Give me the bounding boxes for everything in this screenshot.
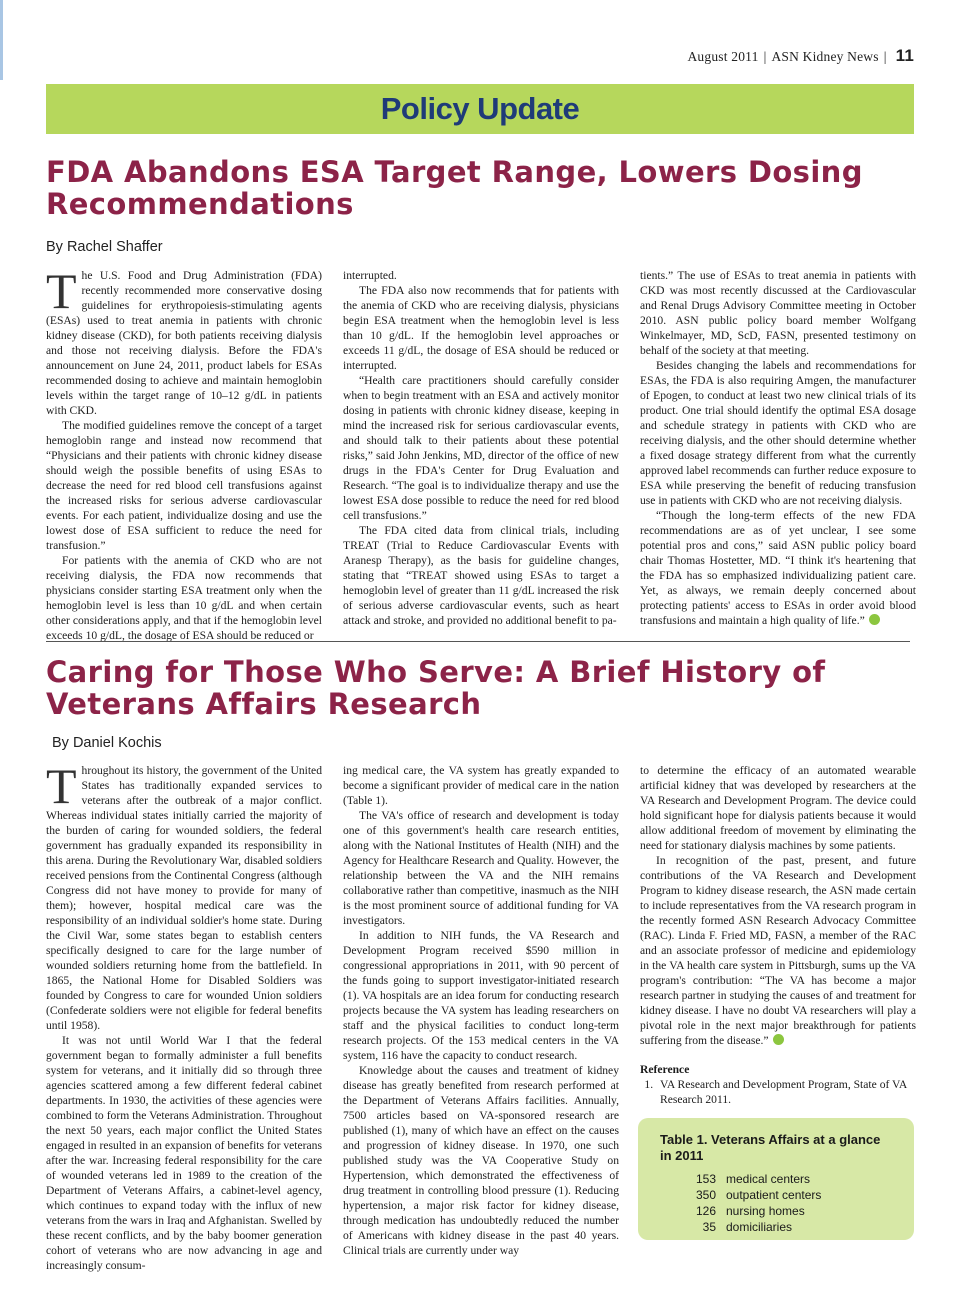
issue-date: August 2011 [687, 49, 759, 64]
article-2-column-2 [343, 763, 619, 1258]
reference-heading: Reference [640, 1063, 690, 1076]
article-2-column-3 [640, 763, 916, 1107]
page-number: 11 [895, 46, 914, 65]
table-row [660, 1219, 892, 1235]
paragraph: he U.S. Food and Drug Administration (FDA) recently recommended more conservative dosing guidelines for erythropoiesis-stimulating agents (ESAs) used to treat anemia in patients with chronic kidney disease (CKD), for both patients receiving dialysis and those not receiving dialysis. Before the FDA's announcement on June 24, 2011, product labels for ESAs recommended dosing to achieve and maintain hemoglobin levels within the target range of 10–12 g/dL in patients with CKD. [46, 269, 322, 417]
page-edge-bar [0, 0, 3, 80]
table-value: 153 [695, 1172, 716, 1186]
paragraph: hroughout its history, the government of the United States has traditionally expanded services to veterans after the outbreak of a major conflict. Whereas individual states initially carried the majority of the burden of caring for wounded soldiers, the federal government has gradually expanded its responsibility in this arena. During the Revolutionary War, disabled soldiers received pensions from the Continental Congress (although Congress did not have money to provide for many of them); however, hospital medical care was the responsibility of an individual soldier's home state. During the Civil War, some states began to establish centers specifically designed to care for the large number of wounded soldiers returning home from the battlefield. In 1865, the National Home for Disabled Soldiers was founded by Congress to care for wounded Union soldiers (Confederate soldiers were not eligible for federal benefits until 1958). [46, 764, 322, 1032]
header-separator: | [883, 49, 887, 64]
paragraph: It was not until World War I that the federal government began to formally administer a full benefits system for veterans, and it initially did so through three agencies scattered among a few different federal cabinet departments. In 1930, the activities of these agencies were combined to form the Veterans Administration. Throughout the next 50 years, each major conflict the United States engaged in resulted in an expansion of benefits for veterans after the war. Increasing federal responsibility for the care of wounded veterans led in 1989 to the creation of the Department of Veterans Affairs, a cabinet-level agency, which continues to expand today with the influx of new veterans from the wars in Iraq and Afghanistan. Swelled by these recent conflicts, and by the baby boomer generation cohort of veterans who are now advancing in age and increasingly consum- [46, 1034, 322, 1272]
paragraph: interrupted. [343, 269, 397, 282]
end-of-article-dot-icon [869, 614, 880, 625]
paragraph: The FDA also now recommends that for patients with the anemia of CKD who are receiving dialysis, physicians begin ESA treatment when the hemoglobin level is less than 10 g/dL. If the hemoglobin level approaches or exceeds 11 g/dL, the dosage of ESA should be reduced or interrupted. [343, 284, 619, 372]
table-row [660, 1203, 892, 1219]
table-value: 35 [702, 1220, 716, 1234]
table-title: Table 1. Veterans Affairs at a glance in 2011 [660, 1132, 881, 1163]
paragraph: tients.” The use of ESAs to treat anemia in patients with CKD was most recently discussed at the Cardiovascular and Renal Drugs Advisory Committee meeting in October 2010. ASN public policy board member Wolfgang Winkelmayer, MD, ScD, FASN, presented testimony on behalf of the society at that meeting. [640, 269, 916, 357]
paragraph: Knowledge about the causes and treatment of kidney disease has greatly benefited from research performed at the Department of Veterans Affairs facilities. Annually, 7500 articles based on VA-sponsored research are published (1), many of which have an effect on the causes and progression of kidney disease. In 1970, one such published study was the VA Cooperative Study on Hypertension, which demonstrated the effectiveness of drug treatment in controlling blood pressure (1). Reducing hypertension, a major risk factor for kidney disease, through medication has undoubtedly reduced the number of Americans with kidney disease in the past 40 years. Clinical trials are currently under way [343, 1064, 619, 1257]
section-title: Policy Update [380, 91, 580, 126]
paragraph: For patients with the anemia of CKD who are not receiving dialysis, the FDA now recommends that physicians consider starting ESA treatment only when the hemoglobin level is less than 10 g/dL and when certain other considerations apply, and that if the hemoglobin level exceeds 10 g/dL, the dosage of ESA should be reduced or [46, 554, 322, 642]
paragraph: The FDA cited data from clinical trials, including TREAT (Trial to Reduce Cardiovascular Events with Aranesp Therapy), as the basis for guideline changes, stating that “TREAT showed using ESAs to target a hemoglobin level of greater than 11 g/dL increased the risk of serious adverse cardiovascular events, such as heart attack and stroke, and provided no additional benefit to pa- [343, 524, 619, 627]
drop-cap: T [46, 758, 77, 814]
paragraph: The VA's office of research and development is today one of this government's health care research entities, along with the National Institutes of Health (NIH) and the Agency for Healthcare Research and Quality. However, the relationship between the VA and the NIH remains collaborative rather than competitive, inasmuch as the NIH is the most prominent source of additional funding for VA investigators. [343, 809, 619, 927]
paragraph: In recognition of the past, present, and future contributions of the VA Research and Development Program to kidney disease research, the ASN made certain to include representatives from the VA research program in the recently formed ASN Research Advocacy Committee (RAC). Linda F. Fried MD, FASN, a member of the RAC and an associate professor of medicine and epidemiology in the VA health care system in Pittsburgh, sums up the VA program's contribution: “The VA has become a major research partner in studying the causes of and treatment for kidney disease. I have no doubt VA researchers will play a pivotal role in the next major breakthrough for patients suffering from the disease.” [640, 854, 916, 1047]
table-row [660, 1187, 892, 1203]
paragraph: ing medical care, the VA system has greatly expanded to become a significant provider of medical care in the nation (Table 1). [343, 764, 619, 807]
article-1-column-3 [640, 268, 916, 628]
table-label: nursing homes [726, 1204, 805, 1218]
article-1-byline: By Rachel Shaffer [46, 239, 163, 255]
reference-list [640, 1077, 916, 1107]
table-row [660, 1171, 892, 1187]
veterans-affairs-table [638, 1118, 914, 1240]
end-of-article-dot-icon [773, 1034, 784, 1045]
paragraph: In addition to NIH funds, the VA Research and Development Program received $590 million in congressional appropriations in 2011, with 90 percent of the funds going to support investigator-initiated research (1). VA hospitals are an idea forum for conducting research projects because the VA system has leading researchers on staff and the physical facilities to conduct long-term research projects. Of the 153 medical centers in the VA system, 116 have the capacity to conduct research. [343, 929, 619, 1062]
article-1-column-2 [343, 268, 619, 628]
drop-cap: T [46, 263, 77, 319]
article-1-column-1 [46, 263, 322, 643]
paragraph: “Though the long-term effects of the new FDA recommendations are as of yet unclear, I see some potential pros and cons,” said ASN public policy board chair Thomas Hostetter, MD. “I think it's heartening that the FDA has so emphasized individualizing patient care. Yet, as always, we remain deeply concerned about protecting patients' access to ESAs in order avoid blood transfusions and maintain a high quality of life.” [640, 509, 916, 627]
publication-name: ASN Kidney News [771, 49, 879, 64]
table-label: medical centers [726, 1172, 811, 1186]
header-separator: | [763, 49, 767, 64]
reference-item: 1. VA Research and Development Program, State of VA Research 2011. [656, 1077, 916, 1107]
paragraph: Besides changing the labels and recommendations for ESAs, the FDA is also requiring Amgen, the manufacturer of Epogen, to conduct at least two new clinical trials of its product. One trial should identify the optimal ESA dosage and schedule strategy in patients with CKD who are receiving dialysis, and the other should determine whether a fixed dosage strategy different from what the currently approved label recommends can further reduce exposure to ESA while preserving the benefit of reducing transfusion use in patients with CKD who are not receiving dialysis. [640, 359, 916, 507]
running-header [687, 46, 914, 66]
paragraph: “Health care practitioners should carefully consider when to begin treatment with an ESA and actively monitor dosing in patients with chronic kidney disease, keeping in mind the increased risk for serious cardiovascular events, and should talk to their patients about these potential risks,” said John Jenkins, MD, director of the office of new drugs in the FDA's Center for Drug Evaluation and Research. “The goal is to individualize therapy and use the lowest ESA dose possible to reduce the need for red blood cell transfusions.” [343, 374, 619, 522]
article-2-byline: By Daniel Kochis [52, 735, 162, 751]
table-label: outpatient centers [726, 1188, 822, 1202]
article-1-headline: FDA Abandons ESA Target Range, Lowers Dosing Recommendations [46, 155, 863, 221]
paragraph: to determine the efficacy of an automated wearable artificial kidney that was developed by researchers at the VA Research and Development Program. The device could hold significant hope for dialysis patients because it would allow additional freedom of movement by eliminating the need for stationary dialysis machines by some patients. [640, 764, 916, 852]
article-divider [46, 641, 910, 642]
table-value: 350 [695, 1188, 716, 1202]
table-value: 126 [695, 1204, 716, 1218]
article-2-headline: Caring for Those Who Serve: A Brief History of Veterans Affairs Research [46, 655, 826, 721]
table-label: domiciliaries [726, 1220, 793, 1234]
section-banner [46, 84, 914, 134]
paragraph: The modified guidelines remove the concept of a target hemoglobin range and instead now recommend that “Physicians and their patients with chronic kidney disease should weigh the possible benefits of using ESAs to decrease the need for red blood cell transfusions against the increased risks for serious adverse cardiovascular events. For each patient, individualize dosing and use the lowest dose of ESA sufficient to reduce the need for transfusion.” [46, 419, 322, 552]
article-2-column-1 [46, 758, 322, 1273]
